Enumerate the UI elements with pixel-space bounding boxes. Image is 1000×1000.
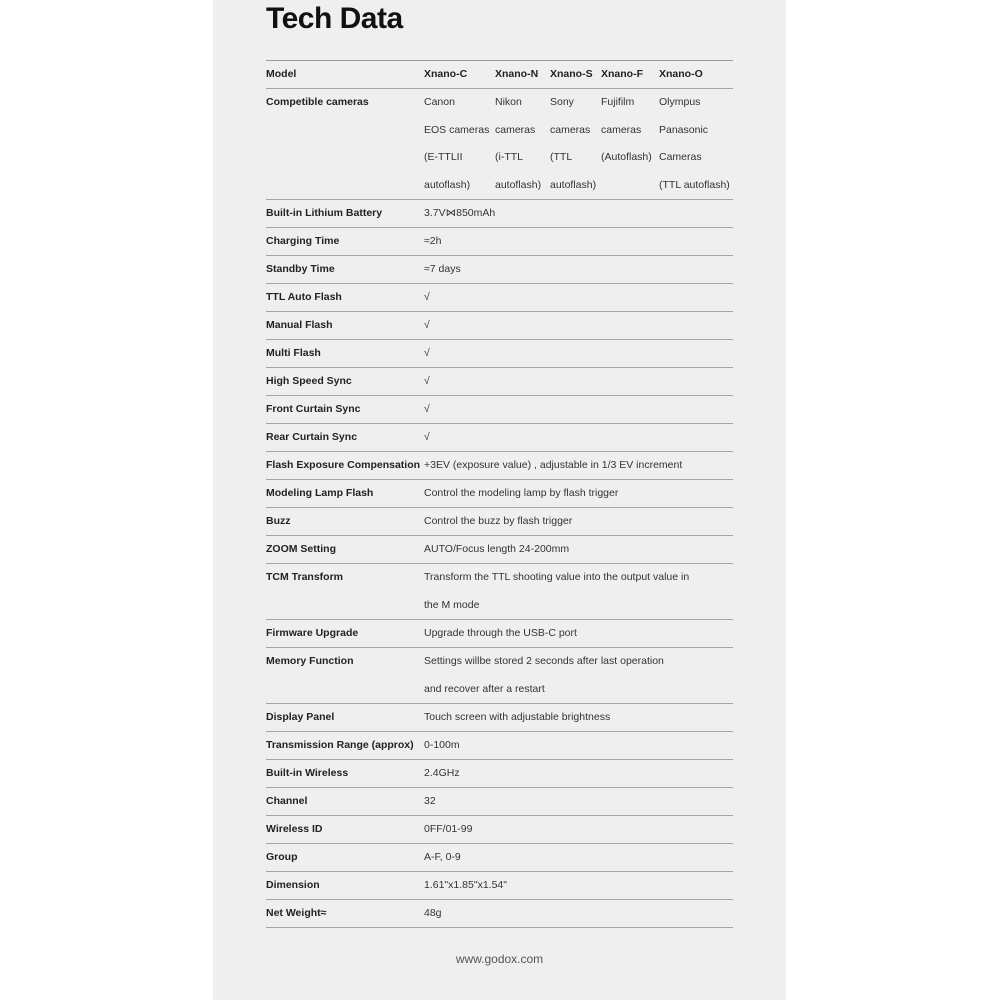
spec-value-line: 48g xyxy=(424,907,442,919)
header-label: Model xyxy=(266,68,297,80)
spec-label: Dimension xyxy=(266,879,320,891)
spec-value xyxy=(424,872,729,900)
spec-row xyxy=(266,312,733,340)
spec-value-line: √ xyxy=(424,431,430,443)
spec-value xyxy=(424,200,729,228)
spec-label: Front Curtain Sync xyxy=(266,403,361,415)
camera-line: Olympus xyxy=(659,96,701,108)
spec-value xyxy=(424,732,729,760)
camera-line: Panasonic xyxy=(659,123,709,136)
spec-value xyxy=(424,760,729,788)
camera-line: (Autoflash) xyxy=(601,151,652,163)
footer-url: www.godox.com xyxy=(455,952,544,966)
camera-line: Canon xyxy=(424,96,455,108)
spec-value-line: +3EV (exposure value) , adjustable in 1/3 EV increment xyxy=(424,459,683,471)
spec-value-line: A-F, 0-9 xyxy=(424,851,461,863)
spec-value xyxy=(424,788,729,816)
spec-row xyxy=(266,424,733,452)
spec-value-line: √ xyxy=(424,347,430,359)
spec-value-line: AUTO/Focus length 24-200mm xyxy=(424,543,570,555)
camera-line: (E-TTLII xyxy=(424,151,463,163)
spec-value-line: √ xyxy=(424,291,430,303)
spec-label: Built-in Lithium Battery xyxy=(266,207,383,219)
spec-row xyxy=(266,872,733,900)
spec-label: Net Weight≈ xyxy=(266,907,327,919)
camera-line: (TTL xyxy=(550,151,573,163)
spec-value xyxy=(424,340,729,368)
spec-row xyxy=(266,648,733,704)
spec-value xyxy=(424,480,729,508)
spec-value xyxy=(424,844,729,872)
model-name: Xnano-C xyxy=(424,68,468,80)
spec-label: Manual Flash xyxy=(266,319,333,331)
spec-value xyxy=(424,228,729,256)
spec-sheet xyxy=(213,0,786,1000)
spec-value xyxy=(424,900,729,928)
spec-value xyxy=(424,396,729,424)
camera-line: Cameras xyxy=(659,151,702,163)
spec-label: ZOOM Setting xyxy=(266,543,336,555)
spec-value-line: √ xyxy=(424,319,430,331)
spec-row xyxy=(266,760,733,788)
spec-row xyxy=(266,900,733,928)
model-name: Xnano-O xyxy=(659,68,703,80)
camera-line: autoflash) xyxy=(424,178,471,191)
spec-label: Modeling Lamp Flash xyxy=(266,487,374,499)
spec-value-line: Control the modeling lamp by flash trigger xyxy=(424,487,619,499)
spec-value-line: ≈7 days xyxy=(424,263,461,275)
spec-value-line: Touch screen with adjustable brightness xyxy=(424,711,611,723)
camera-line: (TTL autoflash) xyxy=(659,178,730,191)
compatible-camera-cell xyxy=(495,89,541,199)
spec-value xyxy=(424,256,729,284)
spec-label: Channel xyxy=(266,795,308,807)
spec-row xyxy=(266,788,733,816)
spec-row xyxy=(266,368,733,396)
spec-value-line: and recover after a restart xyxy=(424,682,545,695)
model-name: Xnano-S xyxy=(550,68,593,80)
spec-value-line: Settings willbe stored 2 seconds after last operation xyxy=(424,655,664,667)
spec-value xyxy=(424,648,729,703)
spec-label: Memory Function xyxy=(266,655,354,667)
page-title: Tech Data xyxy=(266,2,403,35)
spec-label: Multi Flash xyxy=(266,347,321,359)
spec-label: Buzz xyxy=(266,515,291,527)
spec-value-line: 0FF/01-99 xyxy=(424,823,473,835)
spec-label: Display Panel xyxy=(266,711,335,723)
spec-label: Standby Time xyxy=(266,263,335,275)
spec-value-line: 32 xyxy=(424,795,436,807)
row-label: Competible cameras xyxy=(266,96,369,108)
spec-value-line: Upgrade through the USB-C port xyxy=(424,627,577,639)
spec-value-line: 1.61"x1.85"x1.54" xyxy=(424,879,507,891)
spec-label: Charging Time xyxy=(266,235,340,247)
spec-value xyxy=(424,284,729,312)
spec-row xyxy=(266,508,733,536)
camera-line: cameras xyxy=(550,123,591,136)
spec-table xyxy=(266,60,733,928)
compatible-camera-cell xyxy=(424,89,489,199)
camera-line: Fujifilm xyxy=(601,96,635,108)
spec-value xyxy=(424,564,729,619)
spec-row xyxy=(266,620,733,648)
spec-row xyxy=(266,704,733,732)
spec-value xyxy=(424,368,729,396)
spec-label: TTL Auto Flash xyxy=(266,291,342,303)
spec-value xyxy=(424,620,729,648)
spec-row xyxy=(266,732,733,760)
spec-label: TCM Transform xyxy=(266,571,344,583)
spec-value-line: the M mode xyxy=(424,598,480,611)
spec-row xyxy=(266,452,733,480)
spec-row xyxy=(266,256,733,284)
spec-label: Built-in Wireless xyxy=(266,767,349,779)
camera-line: autoflash) xyxy=(550,178,597,191)
spec-value-line: 2.4GHz xyxy=(424,767,460,779)
spec-label: Transmission Range (approx) xyxy=(266,739,414,751)
spec-value xyxy=(424,424,729,452)
spec-label: High Speed Sync xyxy=(266,375,352,387)
spec-row xyxy=(266,564,733,620)
spec-value xyxy=(424,536,729,564)
spec-row xyxy=(266,396,733,424)
spec-value-line: Transform the TTL shooting value into the output value in xyxy=(424,571,690,583)
spec-value xyxy=(424,816,729,844)
compatible-camera-cell xyxy=(601,89,652,172)
spec-label: Wireless ID xyxy=(266,823,323,835)
spec-row xyxy=(266,284,733,312)
spec-value-line: ≈2h xyxy=(424,235,442,247)
spec-value-line: Control the buzz by flash trigger xyxy=(424,515,573,527)
compatible-camera-cell xyxy=(659,89,730,199)
camera-line: Sony xyxy=(550,96,574,108)
spec-row xyxy=(266,816,733,844)
model-name: Xnano-F xyxy=(601,68,643,80)
spec-row xyxy=(266,480,733,508)
camera-line: (i-TTL xyxy=(495,151,523,163)
compatible-camera-cell xyxy=(550,89,596,199)
spec-row xyxy=(266,536,733,564)
spec-value-line: √ xyxy=(424,375,430,387)
spec-value xyxy=(424,312,729,340)
spec-value xyxy=(424,508,729,536)
camera-line: cameras xyxy=(495,123,536,136)
camera-line: Nikon xyxy=(495,96,522,108)
spec-value xyxy=(424,452,729,480)
spec-label: Group xyxy=(266,851,298,863)
camera-line: autoflash) xyxy=(495,178,542,191)
camera-line: cameras xyxy=(601,123,642,136)
model-name: Xnano-N xyxy=(495,68,539,80)
camera-line: EOS cameras xyxy=(424,123,490,136)
header-row xyxy=(266,61,733,89)
spec-label: Firmware Upgrade xyxy=(266,627,359,639)
spec-label: Rear Curtain Sync xyxy=(266,431,358,443)
spec-value-line: √ xyxy=(424,403,430,415)
spec-row xyxy=(266,340,733,368)
spec-value xyxy=(424,704,729,732)
compatible-cameras-row xyxy=(266,89,733,200)
spec-row xyxy=(266,228,733,256)
spec-value-line: 3.7V⋈850mAh xyxy=(424,207,496,219)
spec-label: Flash Exposure Compensation xyxy=(266,459,421,471)
spec-value-line: 0-100m xyxy=(424,739,460,751)
spec-row xyxy=(266,844,733,872)
spec-row xyxy=(266,200,733,228)
